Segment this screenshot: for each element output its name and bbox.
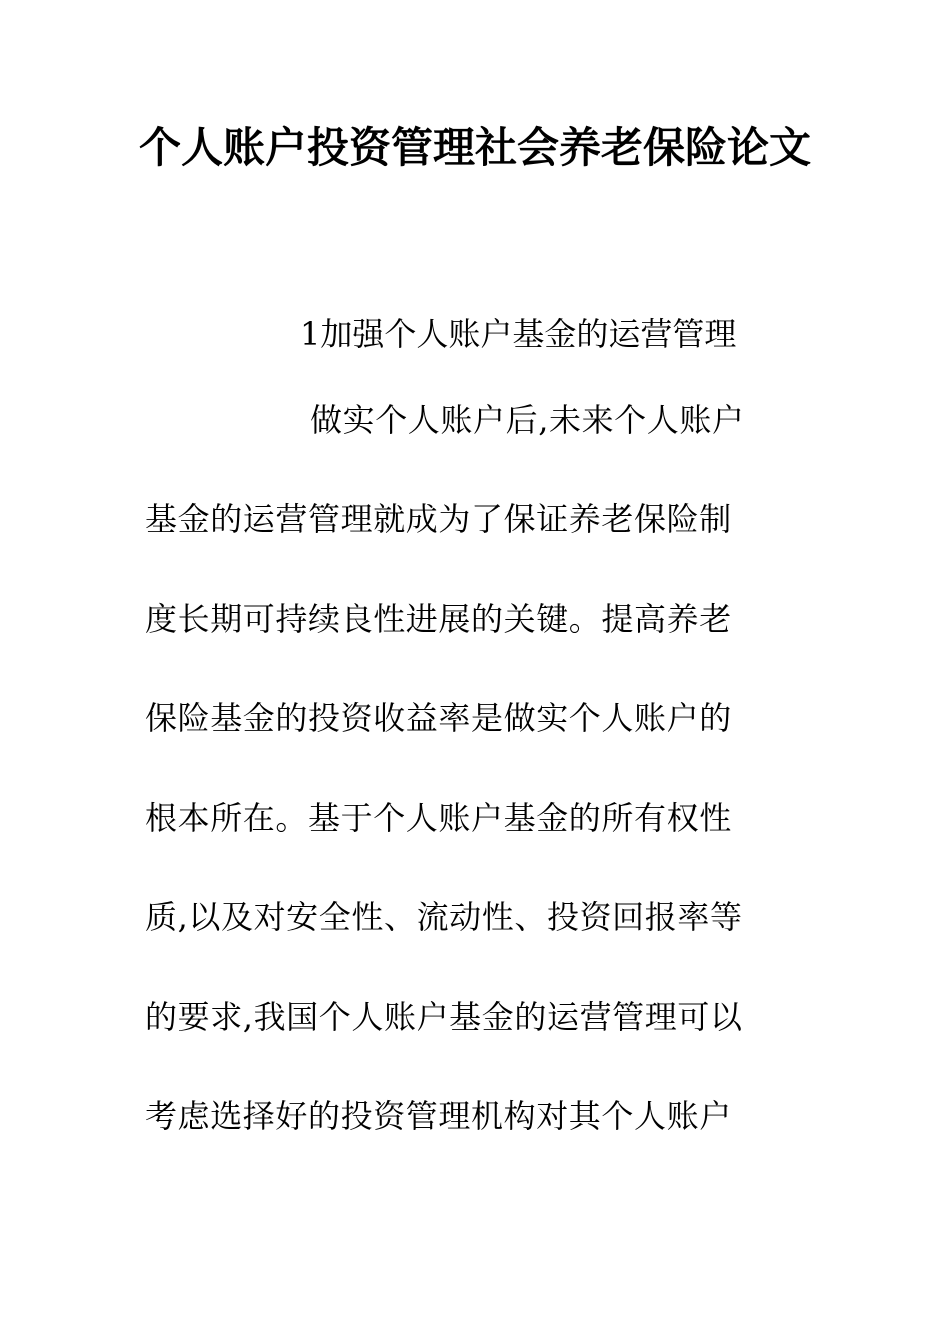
paragraph-line: 的要求,我国个人账户基金的运营管理可以 [145,998,743,1036]
paragraph-line: 保险基金的投资收益率是做实个人账户的 [145,699,732,737]
paragraph-line: 考虑选择好的投资管理机构对其个人账户 [145,1097,732,1135]
document-title: 个人账户投资管理社会养老保险论文 [138,123,811,172]
paragraph-line: 做实个人账户后,未来个人账户 [310,401,745,439]
paragraph-line: 度长期可持续良性进展的关键。提高养老 [145,600,732,638]
paragraph-line: 质,以及对安全性、流动性、投资回报率等 [145,898,743,936]
paragraph-line: 基金的运营管理就成为了保证养老保险制 [145,500,732,538]
paragraph-line: 根本所在。基于个人账户基金的所有权性 [145,799,732,837]
section-heading: 1加强个人账户基金的运营管理 [300,315,737,353]
